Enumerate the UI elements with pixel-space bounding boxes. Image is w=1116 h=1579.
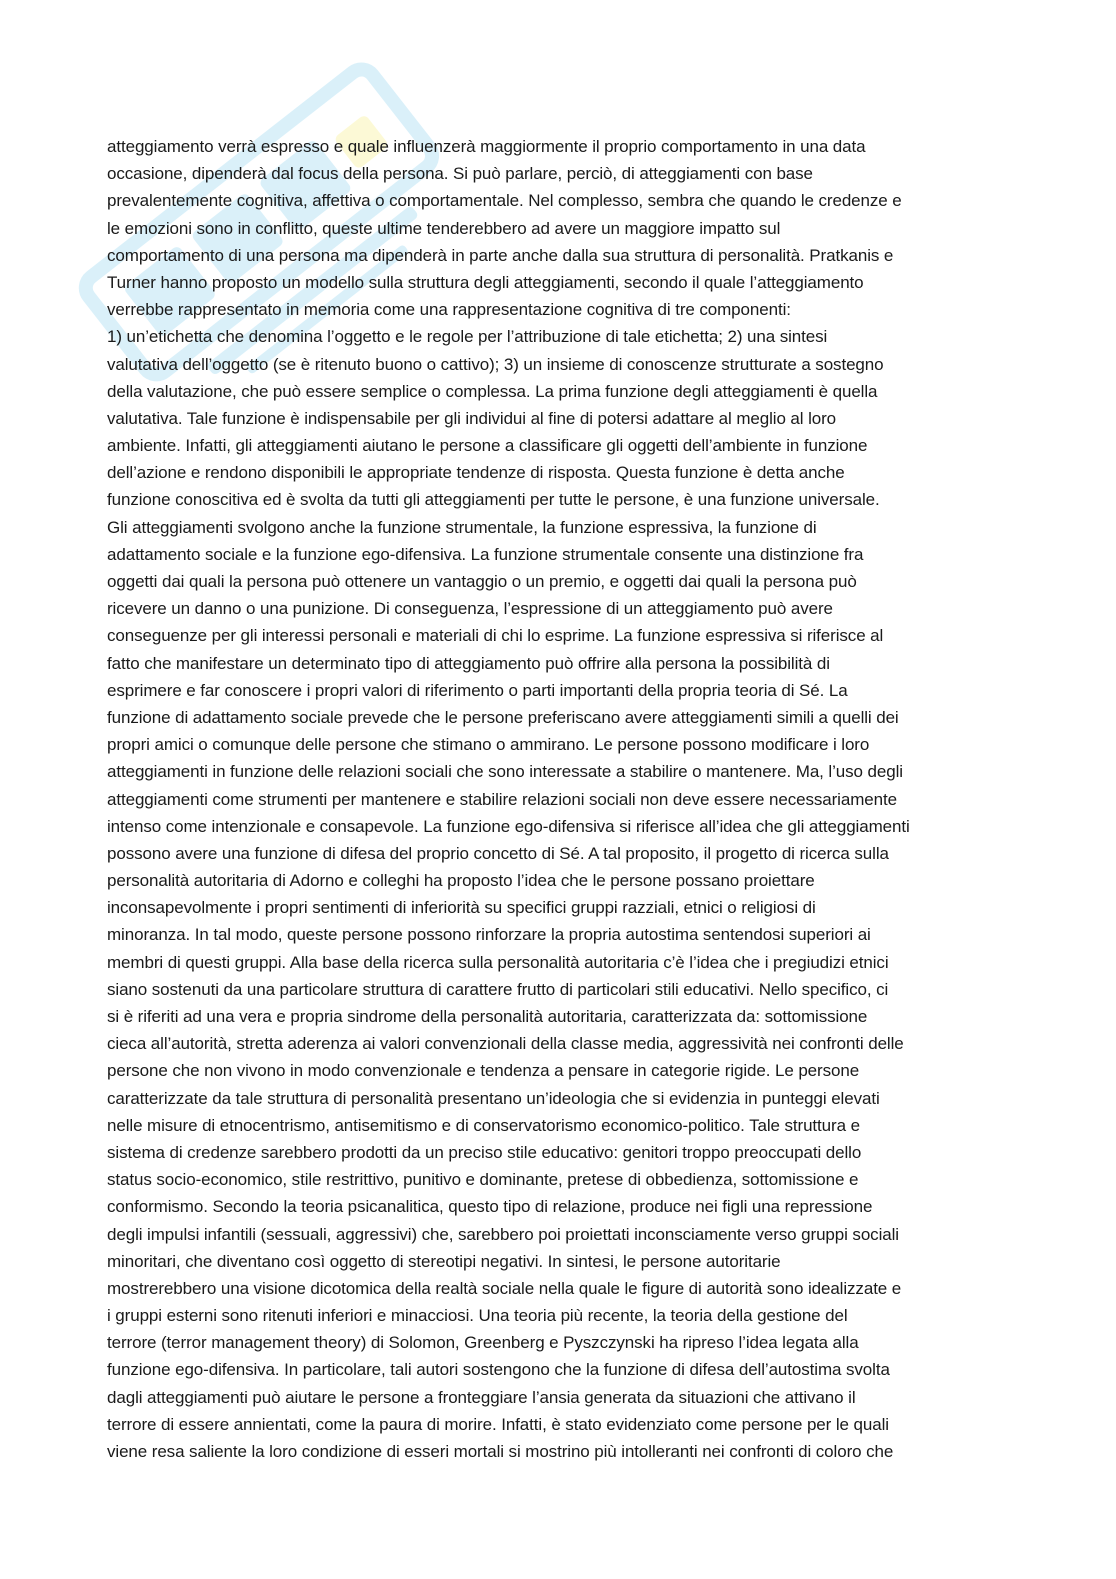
text-line: dagli atteggiamenti può aiutare le persone a fronteggiare l’ansia generata da situazioni che attivano il xyxy=(107,1387,856,1407)
text-line: si è riferiti ad una vera e propria sindrome della personalità autoritaria, caratterizzata da: sottomissione xyxy=(107,1007,868,1026)
text-line: degli impulsi infantili (sessuali, aggressivi) che, sarebbero poi proiettati inconsciamente verso gruppi sociali xyxy=(107,1224,899,1244)
body-text xyxy=(107,133,1013,1465)
text-line: funzione ego-difensiva. In particolare, tali autori sostengono che la funzione di difesa dell’autostima svolta xyxy=(107,1360,890,1380)
text-line: occasione, dipenderà dal focus della persona. Si può parlare, perciò, di atteggiamenti con base xyxy=(107,164,813,184)
text-line: i gruppi esterni sono ritenuti inferiori e minacciosi. Una teoria più recente, la teoria della gestione del xyxy=(107,1306,848,1326)
text-line: atteggiamenti come strumenti per mantenere e stabilire relazioni sociali non deve essere necessariamente xyxy=(107,789,897,809)
text-line: personalità autoritaria di Adorno e colleghi ha proposto l’idea che le persone possano proiettare xyxy=(107,871,815,891)
text-line: Gli atteggiamenti svolgono anche la funzione strumentale, la funzione espressiva, la funzione di xyxy=(107,517,817,537)
text-line: sistema di credenze sarebbero prodotti da un preciso stile educativo: genitori troppo preoccupati dello xyxy=(107,1142,862,1162)
text-line: della valutazione, che può essere semplice o complessa. La prima funzione degli atteggiamenti è quella xyxy=(107,381,878,401)
text-line: nelle misure di etnocentrismo, antisemitismo e di conservatorismo economico-politico. Tale struttura e xyxy=(107,1115,860,1135)
text-line: comportamento di una persona ma dipenderà in parte anche dalla sua struttura di personalità. Pratkanis e xyxy=(107,245,894,265)
text-line: caratterizzate da tale struttura di personalità presentano un’ideologia che si evidenzia in punteggi elevati xyxy=(107,1088,880,1108)
text-line: persone che non vivono in modo convenzionale e tendenza a pensare in categorie rigide. Le persone xyxy=(107,1061,860,1081)
text-line: membri di questi gruppi. Alla base della ricerca sulla personalità autoritaria c’è l’idea che i pregiudizi etnici xyxy=(107,952,889,972)
text-line: propri amici o comunque delle persone che stimano o ammirano. Le persone possono modificare i loro xyxy=(107,735,870,755)
text-line: inconsapevolmente i propri sentimenti di inferiorità su specifici gruppi razziali, etnici o religiosi di xyxy=(107,898,816,918)
text-line: intenso come intenzionale e consapevole. La funzione ego-difensiva si riferisce all’idea che gli atteggiamenti xyxy=(107,816,910,836)
text-line: ambiente. Infatti, gli atteggiamenti aiutano le persone a classificare gli oggetti dell’ambiente in funzione xyxy=(107,436,868,456)
text-line: viene resa saliente la loro condizione di esseri mortali si mostrino più intolleranti nei confronti di coloro che xyxy=(107,1442,894,1461)
text-line: terrore di essere annientati, come la paura di morire. Infatti, è stato evidenziato come persone per le quali xyxy=(107,1414,889,1434)
text-line: minoritari, che diventano così oggetto di stereotipi negativi. In sintesi, le persone autoritarie xyxy=(107,1251,781,1271)
text-line: prevalentemente cognitiva, affettiva o comportamentale. Nel complesso, sembra che quando le credenze e xyxy=(107,191,902,211)
text-line: atteggiamento verrà espresso e quale influenzerà maggiormente il proprio comportamento in una data xyxy=(107,137,866,156)
text-line: terrore (terror management theory) di Solomon, Greenberg e Pyszczynski ha ripreso l’idea legata alla xyxy=(107,1333,859,1353)
text-line: status socio-economico, stile restrittivo, punitivo e dominante, pretese di obbedienza, sottomissione e xyxy=(107,1170,859,1190)
text-line: cieca all’autorità, stretta aderenza ai valori convenzionali della classe media, aggressività nei confronti delle xyxy=(107,1034,904,1054)
text-line: dell’azione e rendono disponibili le appropriate tendenze di risposta. Questa funzione è detta anche xyxy=(107,463,845,483)
text-line: minoranza. In tal modo, queste persone possono rinforzare la propria autostima sentendosi superiori ai xyxy=(107,925,871,945)
text-line: fatto che manifestare un determinato tipo di atteggiamento può offrire alla persona la possibilità di xyxy=(107,653,830,673)
text-line: funzione conoscitiva ed è svolta da tutti gli atteggiamenti per tutte le persone, è una funzione universale. xyxy=(107,490,880,510)
text-line: possono avere una funzione di difesa del proprio concetto di Sé. A tal proposito, il progetto di ricerca sulla xyxy=(107,843,889,863)
text-line: ricevere un danno o una punizione. Di conseguenza, l’espressione di un atteggiamento può avere xyxy=(107,599,833,619)
text-line: mostrerebbero una visione dicotomica della realtà sociale nella quale le figure di autorità sono idealizzate e xyxy=(107,1278,902,1298)
text-line: adattamento sociale e la funzione ego-difensiva. La funzione strumentale consente una distinzione fra xyxy=(107,544,864,564)
text-line: le emozioni sono in conflitto, queste ultime tenderebbero ad avere un maggiore impatto sul xyxy=(107,218,781,238)
text-line: funzione di adattamento sociale prevede che le persone preferiscano avere atteggiamenti simili a quelli dei xyxy=(107,707,899,727)
text-line: atteggiamenti in funzione delle relazioni sociali che sono interessate a stabilire o mantenere. Ma, l’uso degli xyxy=(107,762,903,782)
text-line: verrebbe rappresentato in memoria come una rappresentazione cognitiva di tre componenti: xyxy=(107,300,791,320)
text-line: conformismo. Secondo la teoria psicanalitica, questo tipo di relazione, produce nei figli una repressione xyxy=(107,1197,873,1217)
text-line: siano sostenuti da una particolare struttura di carattere frutto di particolari stili educativi. Nello specifico, ci xyxy=(107,979,889,999)
text-line: valutativa dell’oggetto (se è ritenuto buono o cattivo); 3) un insieme di conoscenze strutturate a sostegno xyxy=(107,354,884,374)
text-line: valutativa. Tale funzione è indispensabile per gli individui al fine di potersi adattare al meglio al loro xyxy=(107,408,837,428)
text-line: Turner hanno proposto un modello sulla struttura degli atteggiamenti, secondo il quale l’atteggiamento xyxy=(107,272,864,292)
text-line: oggetti dai quali la persona può ottenere un vantaggio o un premio, e oggetti dai quali la persona può xyxy=(107,572,857,591)
text-line: esprimere e far conoscere i propri valori di riferimento o parti importanti della propria teoria di Sé. La xyxy=(107,680,848,700)
text-line: 1) un’etichetta che denomina l’oggetto e le regole per l’attribuzione di tale etichetta; 2) una sintesi xyxy=(107,327,828,347)
text-line: conseguenze per gli interessi personali e materiali di chi lo esprime. La funzione espressiva si riferisce al xyxy=(107,626,884,646)
